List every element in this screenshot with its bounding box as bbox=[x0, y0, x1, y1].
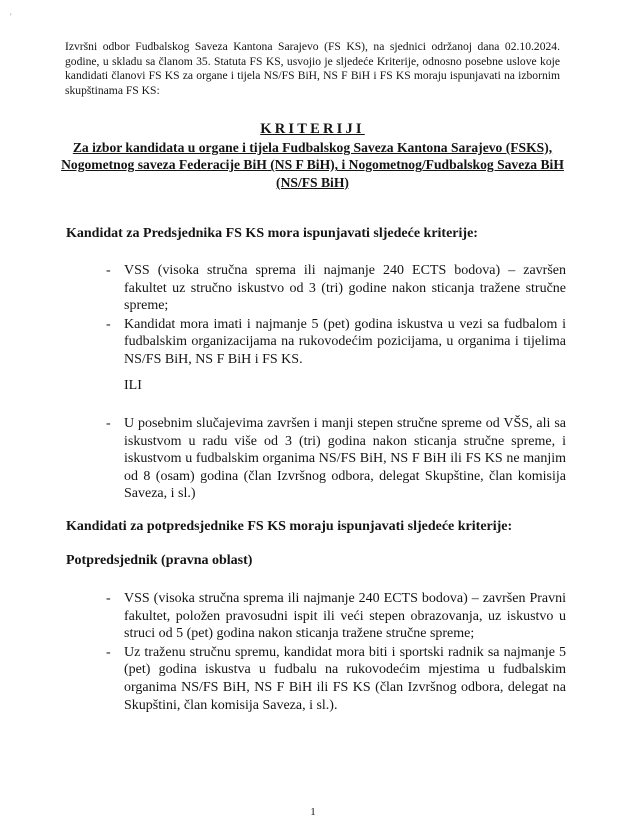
bullet-dash-icon: - bbox=[106, 316, 111, 332]
list-item bbox=[106, 262, 566, 315]
bullet-dash-icon: - bbox=[106, 591, 111, 606]
criteria-text: VSS (visoka stručna sprema ili najmanje 240 ECTS bodova) – završen fakultet uz stručno iskustvo od 3 (tri) godine nakon sticanja tražene stručne spreme; bbox=[124, 263, 566, 314]
criteria-text: Kandidat mora imati i najmanje 5 (pet) godina iskustva u vezi sa fudbalom i fudbalskim organizacijama na rukovodećim pozicijama, u organima i tijelima NS/FS BiH, NS F BiH i FS KS. bbox=[124, 316, 566, 367]
vice-president-legal-subheading: Potpredsjednik (pravna oblast) bbox=[66, 553, 253, 568]
bullet-dash-icon: - bbox=[106, 416, 111, 431]
list-item bbox=[106, 415, 566, 503]
criteria-title: KRITERIJI bbox=[260, 121, 365, 137]
intro-paragraph: Izvršni odbor Fudbalskog Saveza Kantona Sarajevo (FS KS), na sjednici održanoj dana 02.10.2024. godine, u skladu sa članom 35. Statuta FS KS, usvojio je sljedeće Kriterije, odnosno posebne uslove koje kandidati članovi FS KS za organe i tijela NS/FS BiH, NS F BiH i FS KS moraju ispunjavati na izbornim skupštinama FS KS: bbox=[65, 40, 560, 97]
bullet-dash-icon: - bbox=[106, 644, 111, 660]
criteria-text: VSS (visoka stručna sprema ili najmanje 240 ECTS bodova) – završen Pravni fakultet, položen pravosudni ispit ili veći stepen obrazovanja, uz iskustvo u struci od 5 (pet) godina nakon sticanja tražene stručne spreme; bbox=[124, 591, 566, 642]
vice-presidents-heading: Kandidati za potpredsjednike FS KS moraju ispunjavati sljedeće kriterije: bbox=[66, 519, 513, 534]
president-heading: Kandidat za Predsjednika FS KS mora ispunjavati sljedeće kriterije: bbox=[66, 226, 478, 241]
criteria-heading bbox=[60, 120, 565, 191]
criteria-text: Uz traženu stručnu spremu, kandidat mora biti i sportski radnik sa najmanje 5 (pet) godina iskustva u fudbalu na rukovodećim mjestima u fudbalskim organima NS/FS BiH, NS F BiH ili FS KS (član Izvršnog odbora, delegat na Skupštini, član komisija Saveza, i sl.). bbox=[124, 644, 566, 713]
corner-mark: ' bbox=[10, 12, 12, 22]
vice-president-criteria-list bbox=[106, 590, 566, 715]
list-item bbox=[106, 644, 566, 714]
criteria-text: U posebnim slučajevima završen i manji stepen stručne spreme od VŠS, ali sa iskustvom u radu više od 3 (tri) godina nakon sticanja stručne spreme, i iskustvom u fudbalskim organima NS/FS BiH, NS F BiH ili FS KS ne manjim od 8 (osam) godina (član Izvršnog odbora, delegat Skupštine, član komisija Saveza, i sl.) bbox=[124, 416, 566, 502]
president-criteria-list bbox=[106, 262, 566, 370]
bullet-dash-icon: - bbox=[106, 263, 111, 278]
or-label: ILI bbox=[124, 378, 142, 393]
president-alternative-list bbox=[106, 415, 566, 504]
criteria-subtitle: Za izbor kandidata u organe i tijela Fudbalskog Saveza Kantona Sarajevo (FSKS), Nogometnog saveza Federacije BiH (NS F BiH), i Nogometnog/Fudbalskog Saveza BiH (NS/FS BiH) bbox=[61, 140, 564, 190]
list-item bbox=[106, 316, 566, 369]
page-number: 1 bbox=[310, 806, 316, 818]
list-item bbox=[106, 590, 566, 643]
